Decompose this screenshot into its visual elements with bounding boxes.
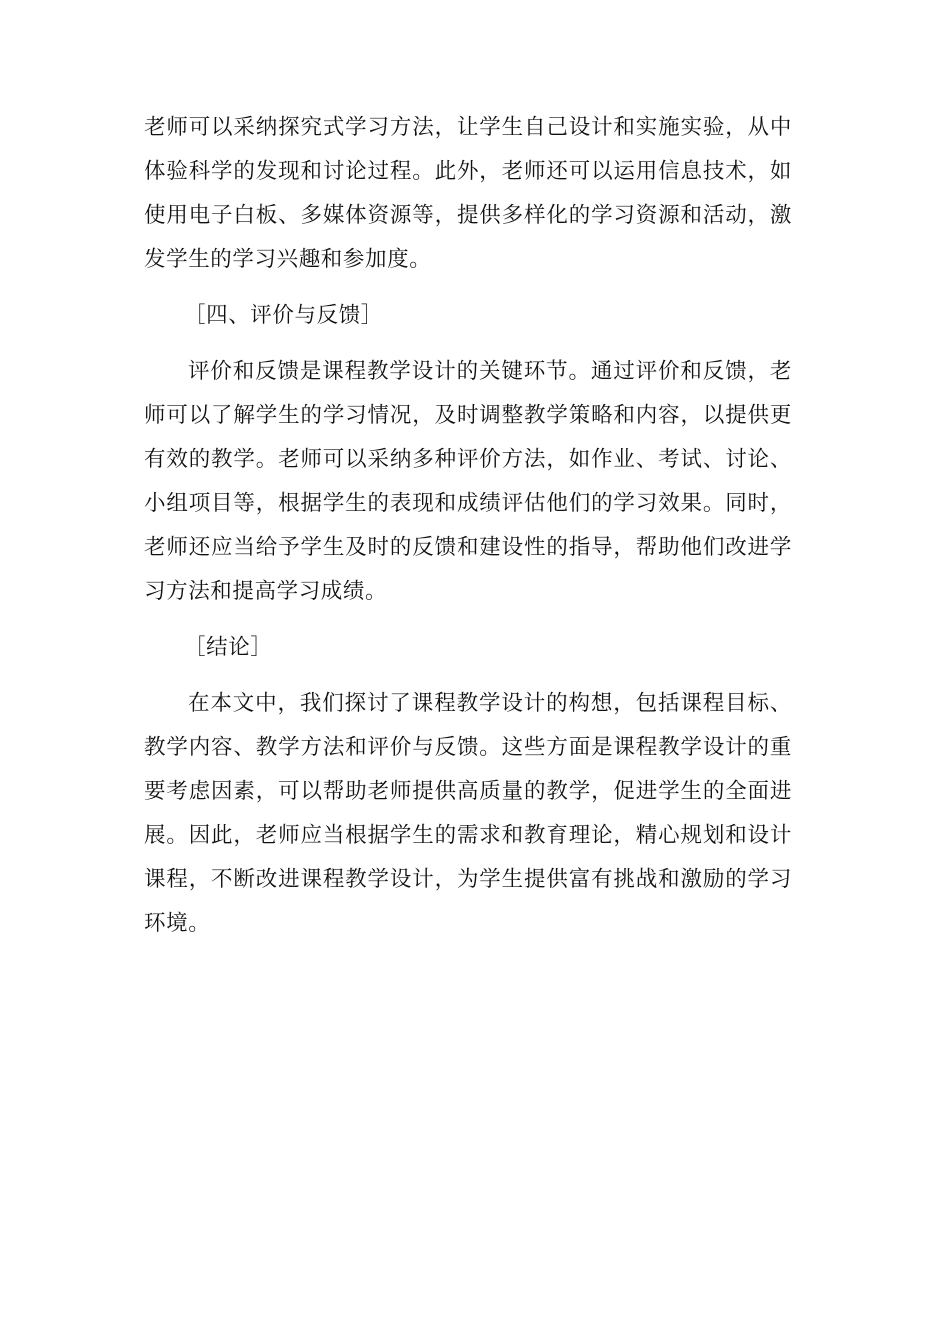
paragraph-conclusion: 在本文中，我们探讨了课程教学设计的构想，包括课程目标、教学内容、教学方法和评价与反馈。这些方面是课程教学设计的重要考虑因素，可以帮助老师提供高质量的教学，促进学生的全面进展。因此，老师应当根据学生的需求和教育理论，精心规划和设计课程，不断改进课程教学设计，为学生提供富有挑战和激励的学习环境。 (144, 691, 792, 936)
paragraph-evaluation: 评价和反馈是课程教学设计的关键环节。通过评价和反馈，老师可以了解学生的学习情况，及时调整教学策略和内容，以提供更有效的教学。老师可以采纳多种评价方法，如作业、考试、讨论、小组项目等，根据学生的表现和成绩评估他们的学习效果。同时，老师还应当给予学生及时的反馈和建设性的指导，帮助他们改进学习方法和提高学习成绩。 (144, 359, 792, 604)
section-heading-evaluation: ［四、评价与反馈］ (184, 303, 383, 328)
document-body (144, 106, 792, 946)
paragraph-continued: 老师可以采纳探究式学习方法，让学生自己设计和实施实验，从中体验科学的发现和讨论过程。此外，老师还可以运用信息技术，如使用电子白板、多媒体资源等，提供多样化的学习资源和活动，激发学生的学习兴趣和参加度。 (144, 115, 792, 272)
section-heading-conclusion: ［结论］ (184, 635, 273, 660)
